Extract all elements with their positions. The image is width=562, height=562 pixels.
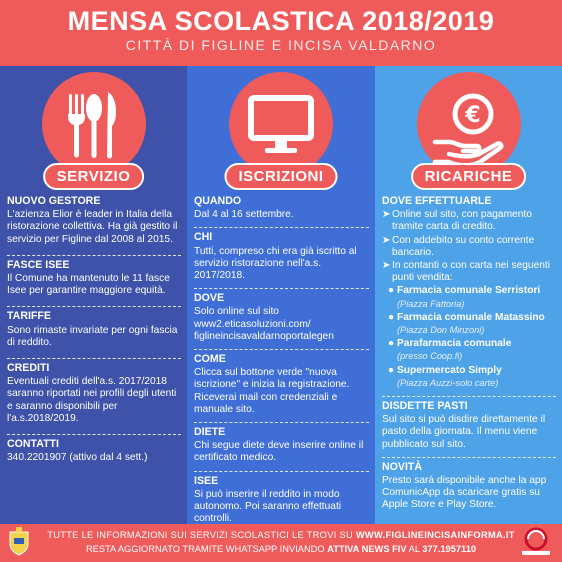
arrow-icon: ➤ [382,260,391,272]
section-heading: NOVITÀ [382,460,423,473]
section-tariffe [7,306,181,349]
section-novita [382,457,556,512]
footer-line-2 [0,542,562,556]
section-heading: COME [194,353,226,366]
section-text: Dal 4 al 16 settembre. [194,209,294,221]
point-place: (Piazza Don Minzoni) [397,325,485,336]
bullet-item [382,209,556,233]
bullet-item [382,260,556,284]
section-quando [194,192,369,221]
point-name: Supermercato Simply [397,364,502,376]
section-text: Solo online sul sito www2.eticasoluzioni.com/ figlineincisavaldarnoportalegen [194,306,334,342]
servizio-content [0,192,187,524]
ricariche-content [375,192,562,524]
section-text: Si può inserire il reddito in modo autonomo. Poi saranno effettuati controlli. [194,488,342,525]
bullet-text: Con addebito su conto corrente bancario. [392,234,535,258]
point-place: (presso Coop.fi) [397,351,463,362]
point-place: (Piazza Fattoria) [397,298,465,309]
bullet-text: In contanti o con carta nei seguenti punti vendita: [392,260,551,284]
iscrizioni-content [187,192,375,524]
point-item [388,285,556,310]
euro-coin-hand-icon [417,72,521,176]
footer-text: AL [406,544,423,554]
section-diete [194,422,369,465]
section-heading: QUANDO [194,195,242,207]
cutlery-icon [42,72,146,176]
bullet-text: Online sul sito, con pagamento tramite carta di credito. [392,209,532,233]
section-crediti [7,358,181,425]
section-text: Presto sarà disponibile anche la app ComunicApp da scaricare gratis su Apple Store e Play Store. [382,475,547,511]
section-fasce-isee [7,255,181,298]
footer [0,524,562,562]
section-text: Clicca sul bottone verde "nuova iscrizione" e inizia la registrazione. Riceverai mail con credenziali e manuale sito. [194,367,350,415]
iscrizioni-label: ISCRIZIONI [224,163,337,190]
section-contatti [7,434,181,464]
town-logo-icon [518,526,554,558]
section-heading: CREDITI [7,362,50,375]
section-heading: DOVE EFFETTUARLE [382,195,492,207]
section-heading: TARIFFE [7,310,51,323]
section-text: L'azienza Elior è leader in Italia della ristorazione collettiva. Ha già gestito il servizio per Figline dal 2008 al 2015. [7,209,178,245]
point-name: Farmacia comunale Serristori [397,285,541,297]
section-come [194,349,369,416]
circle-badge [417,72,521,176]
section-text: Sono rimaste invariate per ogni fascia di reddito. [7,324,178,348]
bullet-dot-icon: ● [388,364,395,376]
section-text: Tutti, compreso chi era già iscritto al servizio ristorazione nell'a.s. 2017/2018. [194,245,357,282]
city-crest-icon [8,526,30,556]
section-heading: NUOVO GESTORE [7,195,101,207]
point-name: Farmacia comunale Matassino [397,311,545,323]
ricariche-label: RICARICHE [411,163,527,190]
page-subtitle: CITTÀ DI FIGLINE E INCISA VALDARNO [125,37,437,53]
section-heading: CONTATTI [7,438,59,451]
section-disdette-pasti [382,396,556,451]
footer-line-1 [0,524,562,542]
header [0,0,562,64]
section-text: Chi segue diete deve inserire online il certificato medico. [194,440,364,464]
section-chi [194,227,369,282]
monitor-icon [229,72,333,176]
point-item [388,365,556,390]
section-heading: DIETE [194,426,226,439]
section-dove [194,288,369,343]
circle-badge [42,72,146,176]
section-isee [194,471,369,526]
section-text: Il Comune ha mantenuto le 11 fasce Isee per garantire maggiore equità. [7,273,170,297]
section-heading: ISEE [194,474,219,487]
point-place: (Piazza Auzzi-solo carte) [397,377,499,388]
bullet-dot-icon: ● [388,338,395,350]
column-ricariche [375,66,562,524]
bullet-item [382,235,556,259]
whatsapp-number: 377.1957110 [422,544,477,554]
servizio-label: SERVIZIO [43,163,145,190]
section-heading: FASCE ISEE [7,258,70,271]
section-heading: CHI [194,231,213,244]
section-text: Eventuali crediti dell'a.s. 2017/2018 saranno riportati nei profili degli utenti e saranno disponibili per l'a.s.2018/2019. [7,376,177,424]
svg-text:€: € [464,103,481,128]
point-item [388,338,556,363]
footer-text: RESTA AGGIORNATO TRAMITE WHATSAPP INVIANDO [85,544,328,554]
bullet-dot-icon: ● [388,311,395,323]
arrow-icon: ➤ [382,234,391,246]
section-nuovo-gestore [7,192,181,246]
point-name: Parafarmacia comunale [397,338,512,350]
whatsapp-command: ATTIVA NEWS FIV [327,544,407,554]
column-iscrizioni [187,66,375,524]
circle-badge [229,72,333,176]
section-text: 340.2201907 (attivo dal 4 sett.) [7,452,148,464]
bullet-dot-icon: ● [388,285,395,297]
column-servizio [0,66,187,524]
website-link[interactable]: WWW.FIGLINEINCISAINFORMA.IT [355,530,515,540]
section-text: Sul sito si può disdire direttamente il pasto della giornata. Il menu viene pubblicato sul sito. [382,414,546,450]
footer-text: TUTTE LE INFORMAZIONI SUI SERVIZI SCOLASTICI LE TROVI SU [47,530,356,540]
arrow-icon: ➤ [382,209,391,221]
section-dove-effettuarle [382,192,556,390]
section-heading: DOVE [194,292,225,305]
page-title: MENSA SCOLASTICA 2018/2019 [67,6,495,36]
section-heading: DISDETTE PASTI [382,400,468,413]
point-item [388,312,556,337]
